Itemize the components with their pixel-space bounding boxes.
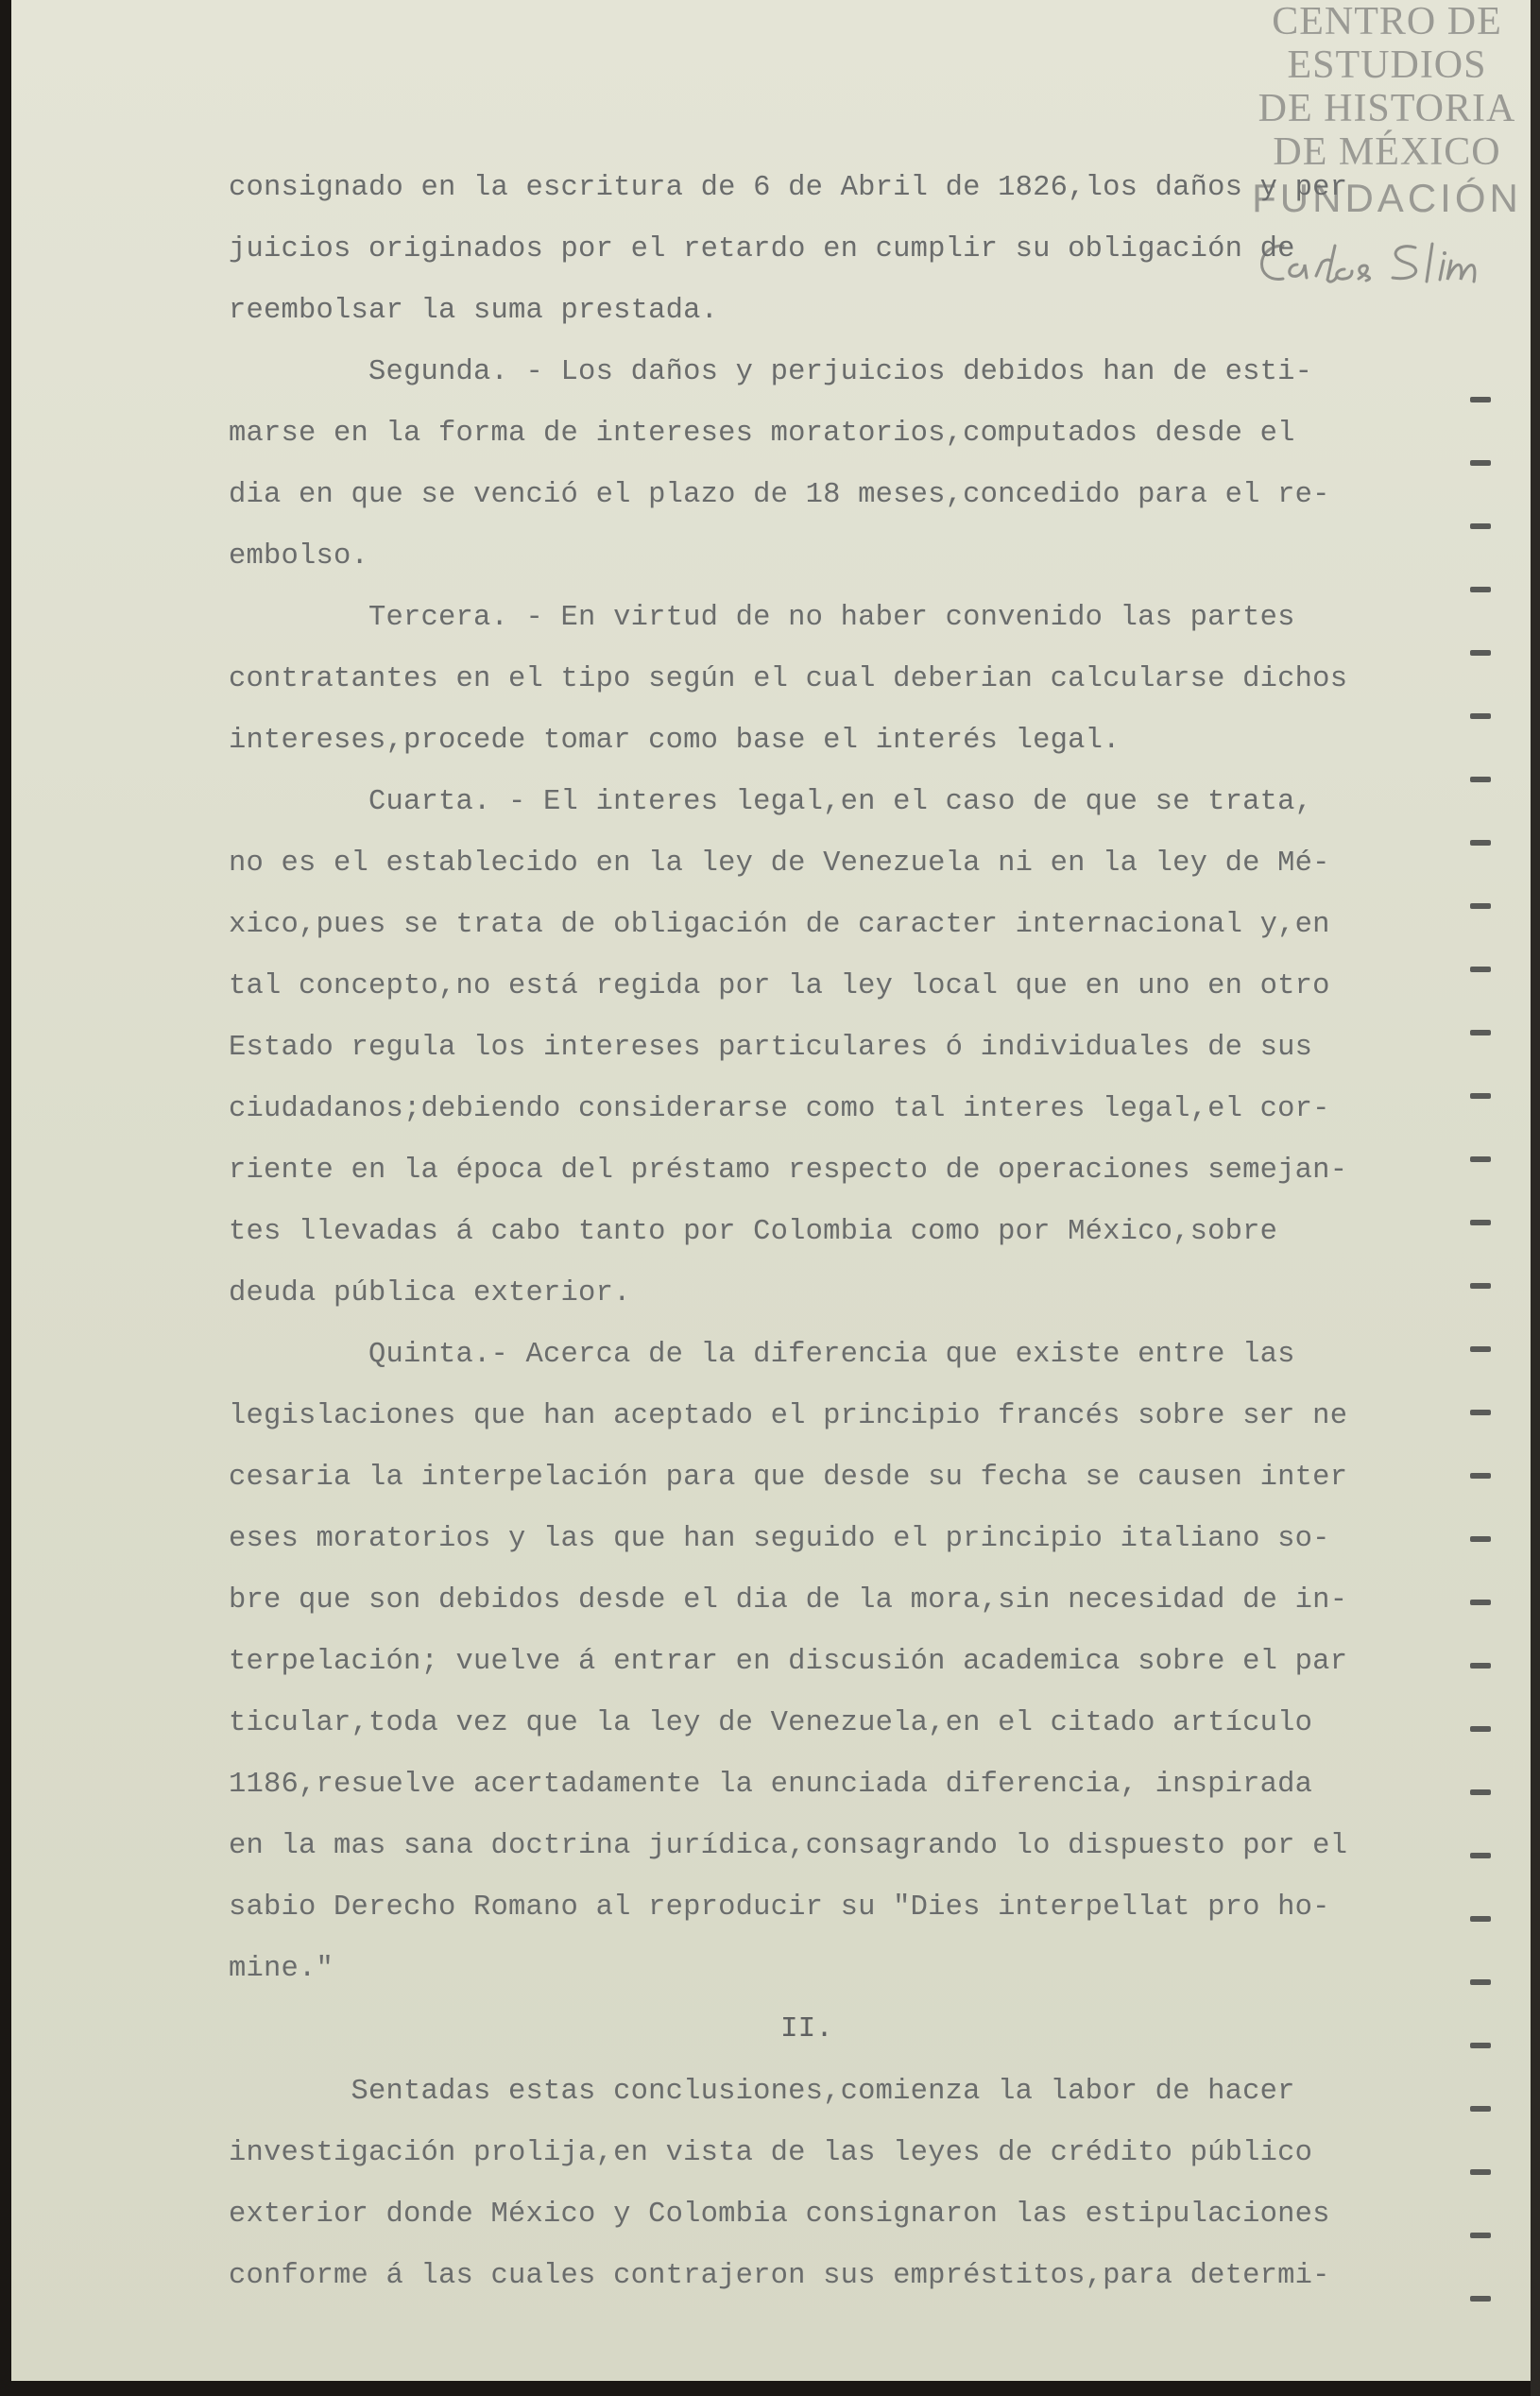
binding-mark — [1470, 1916, 1491, 1922]
binding-mark — [1470, 523, 1491, 529]
text-line: intereses,procede tomar como base el interés legal. — [229, 725, 1121, 757]
text-line: no es el establecido en la ley de Venezuela ni en la ley de Mé- — [229, 847, 1330, 880]
binding-mark — [1470, 1789, 1491, 1795]
binding-mark — [1470, 1853, 1491, 1858]
binding-mark — [1470, 1726, 1491, 1732]
binding-mark — [1470, 777, 1491, 782]
binding-mark — [1470, 587, 1491, 592]
binding-mark — [1470, 1410, 1491, 1415]
binding-mark — [1470, 1156, 1491, 1162]
binding-mark — [1470, 2043, 1491, 2048]
text-line: en la mas sana doctrina jurídica,consagrando lo dispuesto por el — [229, 1830, 1348, 1862]
binding-mark — [1470, 1283, 1491, 1289]
binding-mark — [1470, 397, 1491, 402]
binding-mark — [1470, 1220, 1491, 1225]
binding-mark — [1470, 1979, 1491, 1985]
stamp-line-1: CENTRO DE — [1272, 0, 1502, 43]
text-line: investigación prolija,en vista de las leyes de crédito público — [229, 2137, 1313, 2169]
text-line: legislaciones que han aceptado el principio francés sobre ser ne — [229, 1400, 1348, 1432]
binding-mark — [1470, 1030, 1491, 1035]
text-line: cesaria la interpelación para que desde su fecha se causen inter — [229, 1462, 1348, 1494]
stamp-line-3: DE HISTORIA — [1258, 87, 1516, 130]
section-heading: II. — [780, 2012, 833, 2045]
text-line: marse en la forma de intereses moratorios,computados desde el — [229, 418, 1295, 450]
binding-mark — [1470, 967, 1491, 972]
text-line: reembolsar la suma prestada. — [229, 295, 719, 327]
binding-mark — [1470, 2169, 1491, 2175]
text-line: tes llevadas á cabo tanto por Colombia como por México,sobre — [229, 1216, 1278, 1248]
text-line: 1186,resuelve acertadamente la enunciada diferencia, inspirada — [229, 1769, 1313, 1801]
text-line: sabio Derecho Romano al reproducir su "Dies interpellat pro ho- — [229, 1891, 1330, 1924]
binding-mark — [1470, 903, 1491, 909]
text-line: consignado en la escritura de 6 de Abril de 1826,los daños y per — [229, 172, 1348, 204]
binding-margin — [1463, 397, 1500, 2362]
text-line: Sentadas estas conclusiones,comienza la labor de hacer — [229, 2076, 1295, 2108]
stamp-line-4: DE MÉXICO — [1273, 130, 1501, 174]
text-line: Estado regula los intereses particulares ó individuales de sus — [229, 1032, 1313, 1064]
text-line: ciudadanos;debiendo considerarse como tal interes legal,el cor- — [229, 1093, 1330, 1125]
text-line: Quinta.- Acerca de la diferencia que existe entre las — [229, 1339, 1295, 1371]
binding-mark — [1470, 1536, 1491, 1542]
text-line: dia en que se venció el plazo de 18 meses,concedido para el re- — [229, 479, 1330, 511]
text-line: bre que son debidos desde el dia de la mora,sin necesidad de in- — [229, 1584, 1348, 1617]
text-line: terpelación; vuelve á entrar en discusión academica sobre el par — [229, 1646, 1348, 1678]
text-line: conforme á las cuales contrajeron sus empréstitos,para determi- — [229, 2260, 1330, 2292]
stamp-line-5: FUNDACIÓN — [1252, 176, 1522, 220]
binding-mark — [1470, 2106, 1491, 2112]
text-line: juicios originados por el retardo en cumplir su obligación de — [229, 233, 1295, 265]
text-line: tal concepto,no está regida por la ley local que en uno en otro — [229, 970, 1330, 1002]
binding-mark — [1470, 2233, 1491, 2238]
text-line: Cuarta. - El interes legal,en el caso de que se trata, — [229, 786, 1313, 818]
binding-mark — [1470, 840, 1491, 846]
text-line: Segunda. - Los daños y perjuicios debidos han de esti- — [229, 356, 1313, 388]
binding-mark — [1470, 650, 1491, 656]
text-line: Tercera. - En virtud de no haber convenido las partes — [229, 602, 1295, 634]
binding-mark — [1470, 1093, 1491, 1099]
binding-mark — [1470, 1346, 1491, 1352]
binding-mark — [1470, 1473, 1491, 1479]
text-line: contratantes en el tipo según el cual deberian calcularse dichos — [229, 663, 1348, 695]
text-line: embolso. — [229, 540, 369, 573]
text-line: mine." — [229, 1953, 334, 1985]
text-line: exterior donde México y Colombia consignaron las estipulaciones — [229, 2199, 1330, 2231]
binding-mark — [1470, 460, 1491, 466]
stamp-line-2: ESTUDIOS — [1287, 43, 1487, 87]
binding-mark — [1470, 713, 1491, 719]
text-line: eses moratorios y las que han seguido el principio italiano so- — [229, 1523, 1330, 1555]
text-line: ticular,toda vez que la ley de Venezuela,en el citado artículo — [229, 1707, 1313, 1739]
text-line: xico,pues se trata de obligación de caracter internacional y,en — [229, 909, 1330, 941]
binding-mark — [1470, 1663, 1491, 1669]
text-line: deuda pública exterior. — [229, 1277, 631, 1309]
text-line: riente en la época del préstamo respecto de operaciones semejan- — [229, 1155, 1348, 1187]
binding-mark — [1470, 2296, 1491, 2302]
binding-mark — [1470, 1600, 1491, 1605]
